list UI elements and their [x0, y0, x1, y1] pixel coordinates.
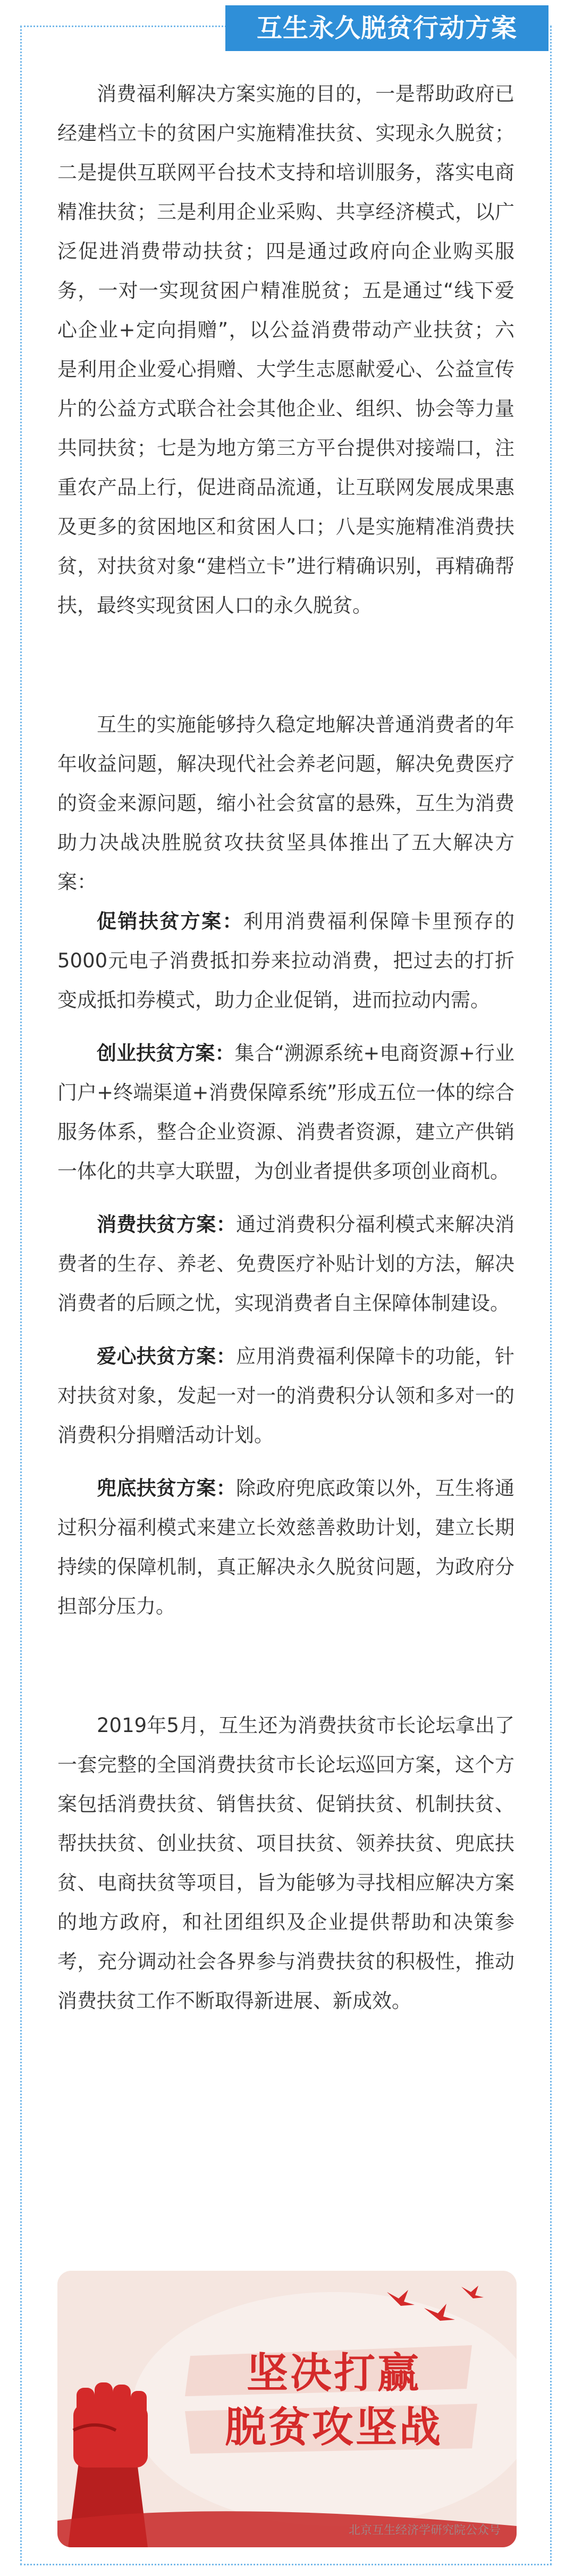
- solution-text: 利用消费福利保障卡里预存的5000元电子消费抵扣券来拉动消费，把过去的打折变成抵扣券模式，助力企业促销，进而拉动内需。: [57, 910, 515, 1011]
- solution-item-consumption: [57, 1205, 514, 1323]
- intro-paragraph: 消费福利解决方案实施的目的，一是帮助政府已经建档立卡的贫困户实施精准扶贫、实现永久脱贫；二是提供互联网平台技术支持和培训服务，落实电商精准扶贫；三是利用企业采购、共享经济模式，以广泛促进消费带动扶贫；四是通过政府向企业购买服务，一对一实现贫困户精准脱贫；五是通过“线下爱心企业+定向捐赠”，以公益消费带动产业扶贫；六是利用企业爱心捐赠、大学生志愿献爱心、公益宣传片的公益方式联合社会其他企业、组织、协会等力量共同扶贫；七是为地方第三方平台提供对接端口，注重农产品上行，促进商品流通，让互联网发展成果惠及更多的贫困地区和贫困人口；八是实施精准消费扶贫，对扶贫对象“建档立卡”进行精确识别，再精确帮扶，最终实现贫困人口的永久脱贫。: [57, 82, 514, 617]
- spacer: [57, 1191, 514, 1205]
- solution-text: 应用消费福利保障卡的功能，针对扶贫对象，发起一对一的消费积分认领和多对一的消费积分捐赠活动计划。: [57, 1345, 515, 1446]
- spacer: [57, 1323, 514, 1337]
- poster-watermark: 北京互生经济学研究院公众号: [348, 2524, 501, 2537]
- solution-item-entrepreneurship: [57, 1034, 514, 1191]
- spacer: [57, 1626, 514, 1706]
- solution-item-safety-net: [57, 1469, 514, 1626]
- solution-text: 除政府兜底政策以外，互生将通过积分福利模式来建立长效慈善救助计划，建立长期持续的保障机制，真正解决永久脱贫问题，为政府分担部分压力。: [57, 1477, 515, 1618]
- page-title: 互生永久脱贫行动方案: [225, 5, 548, 51]
- solution-label: 促销扶贫方案：: [97, 910, 243, 933]
- solution-item-promotion: [57, 902, 514, 1020]
- forum-paragraph: 2019年5月，互生还为消费扶贫市长论坛拿出了一套完整的全国消费扶贫市长论坛巡回方案，这个方案包括消费扶贫、销售扶贫、促销扶贫、机制扶贫、帮扶扶贫、创业扶贫、项目扶贫、领养扶贫、兜底扶贫、电商扶贫等项目，旨为能够为寻找相应解决方案的地方政府，和社团组织及企业提供帮助和决策参考，充分调动社会各界参与消费扶贫的积极性，推动消费扶贫工作不断取得新进展、新成效。: [57, 1714, 514, 2012]
- solution-label: 爱心扶贫方案：: [97, 1345, 237, 1368]
- solution-text: 集合“溯源系统+电商资源+行业门户+终端渠道+消费保障系统”形成五位一体的综合服务体系，整合企业资源、消费者资源，建立产供销一体化的共享大联盟，为创业者提供多项创业商机。: [57, 1042, 514, 1183]
- article-body: [57, 74, 514, 2021]
- solutions-intro: 互生的实施能够持久稳定地解决普通消费者的年年收益问题，解决现代社会养老问题，解决免费医疗的资金来源问题，缩小社会贫富的悬殊，互生为消费助力决战决胜脱贫攻扶贫坚具体推出了五大解决方案：: [57, 713, 514, 893]
- solution-label: 创业扶贫方案：: [97, 1042, 235, 1065]
- poster-image: [57, 2271, 517, 2547]
- solution-item-charity: [57, 1337, 514, 1455]
- spacer: [57, 625, 514, 705]
- poster-headline-line1: 坚决打赢: [246, 2349, 421, 2397]
- spacer: [57, 1455, 514, 1469]
- spacer: [57, 1020, 514, 1034]
- solution-label: 兜底扶贫方案：: [97, 1477, 237, 1500]
- poster-headline-line2: 脱贫攻坚战: [224, 2404, 443, 2452]
- solution-label: 消费扶贫方案：: [97, 1213, 237, 1236]
- solution-text: 通过消费积分福利模式来解决消费者的生存、养老、免费医疗补贴计划的方法，解决消费者的后顾之忧，实现消费者自主保障体制建设。: [57, 1213, 515, 1315]
